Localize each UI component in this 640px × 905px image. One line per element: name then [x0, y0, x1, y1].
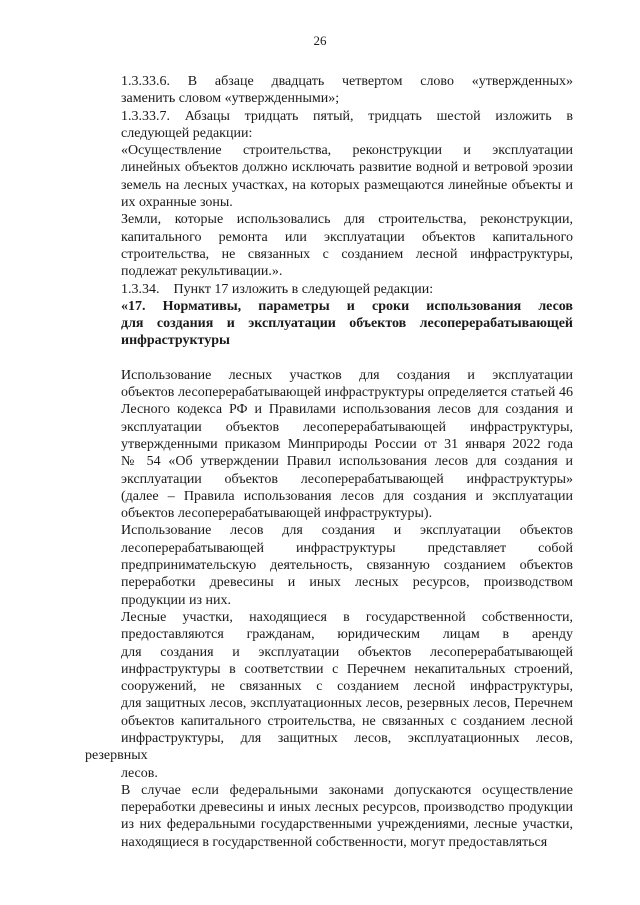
text-line: В случае если федеральными законами допускаются осуществление [121, 782, 573, 798]
text-line: капитального ремонта или эксплуатации объектов капитального [121, 229, 573, 245]
text-line: переработки древесины и иных лесных ресурсов, производством [121, 575, 573, 591]
text-line: 1.3.33.6. В абзаце двадцать четвертом слово «утвержденных» [121, 74, 573, 89]
section-heading [85, 298, 573, 350]
text-line: лесоперерабатывающей инфраструктуры представляет собой [121, 540, 573, 556]
text-line: «Осуществление строительства, реконструкции и эксплуатации [121, 143, 573, 159]
text-line: для защитных лесов, эксплуатационных лесов, резервных лесов, Перечнем [121, 696, 573, 712]
paragraph-spacer [85, 350, 573, 367]
paragraph [85, 522, 573, 608]
text-line: Использование лесов для создания и эксплуатации объектов [121, 523, 573, 539]
text-line: переработки древесины и иных лесных ресурсов, производство продукции [121, 800, 573, 816]
text-line: линейных объектов должно исключать развитие водной и ветровой эрозии [121, 160, 573, 176]
text-line: заменить словом «утвержденными»; [121, 91, 340, 107]
text-line: объектов лесоперерабатывающей инфраструктуры). [121, 506, 433, 522]
text-line: для создания и эксплуатации объектов лесоперерабатывающей [121, 316, 573, 332]
text-line: продукции из них. [121, 592, 231, 608]
text-line: лесов. [121, 765, 158, 781]
text-line: предпринимательскую деятельность, связанную созданием объектов [121, 558, 573, 574]
text-line: объектов капитального строительства, не связанных с созданием лесной [121, 713, 573, 729]
text-line: «17. Нормативы, параметры и сроки использования лесов [121, 298, 573, 314]
text-line: инфраструктуры, для защитных лесов, эксплуатационных лесов, резервных [85, 730, 573, 764]
page-number: 26 [313, 33, 327, 48]
text-line: Лесные участки, находящиеся в государственной собственности, [121, 609, 573, 625]
text-line: строительства, не связанных с созданием лесной инфраструктуры, [121, 246, 573, 262]
text-line: сооружений, не связанных с созданием лесной инфраструктуры, [121, 679, 573, 695]
paragraph [85, 211, 573, 280]
text-line: находящиеся в государственной собственности, могут предоставляться [121, 834, 548, 850]
text-line: инфраструктуры [121, 333, 230, 349]
text-line: из них федеральными государственными учреждениями, лесные участки, [121, 817, 573, 833]
text-line: следующей редакции: [121, 125, 253, 141]
text-line: Земли, которые использовались для строительства, реконструкции, [121, 212, 573, 228]
text-line: предоставляются гражданам, юридическим лицам в аренду [121, 627, 573, 643]
paragraph [85, 782, 573, 851]
text-line: инфраструктуры в соответствии с Перечнем некапитальных строений, [121, 661, 573, 677]
paragraph [85, 108, 573, 143]
text-line: эксплуатации объектов лесоперерабатывающей инфраструктуры, [121, 419, 573, 435]
text-line: (далее – Правила использования лесов для создания и эксплуатации [121, 488, 573, 504]
text-line: земель на лесных участках, на которых размещаются линейные объекты и [121, 177, 573, 193]
text-line: подлежат рекультивации.». [121, 264, 283, 280]
paragraph [85, 281, 573, 298]
text-line: Лесного кодекса РФ и Правилами использования лесов для создания и [121, 402, 573, 418]
text-line: для создания и эксплуатации объектов лесоперерабатывающей [121, 644, 573, 660]
paragraph [85, 367, 573, 523]
text-line: их охранные зоны. [121, 195, 233, 211]
text-line: 1.3.33.7. Абзацы тридцать пятый, тридцать шестой изложить в [121, 108, 573, 124]
paragraph [85, 73, 573, 108]
text-line: № 54 «Об утверждении Правил использования лесов для создания и [121, 454, 573, 470]
text-line: утвержденными приказом Минприроды России от 31 января 2022 года [121, 436, 573, 452]
paragraph [85, 142, 573, 211]
text-line: объектов лесоперерабатывающей инфраструктуры определяется статьей 46 [121, 385, 573, 401]
text-line: Использование лесных участков для создания и эксплуатации [121, 367, 573, 383]
text-line: эксплуатации объектов лесоперерабатывающей инфраструктуры» [121, 471, 573, 487]
text-line: 1.3.34. Пункт 17 изложить в следующей редакции: [121, 281, 434, 297]
paragraph [85, 609, 573, 782]
document-body [85, 73, 573, 851]
